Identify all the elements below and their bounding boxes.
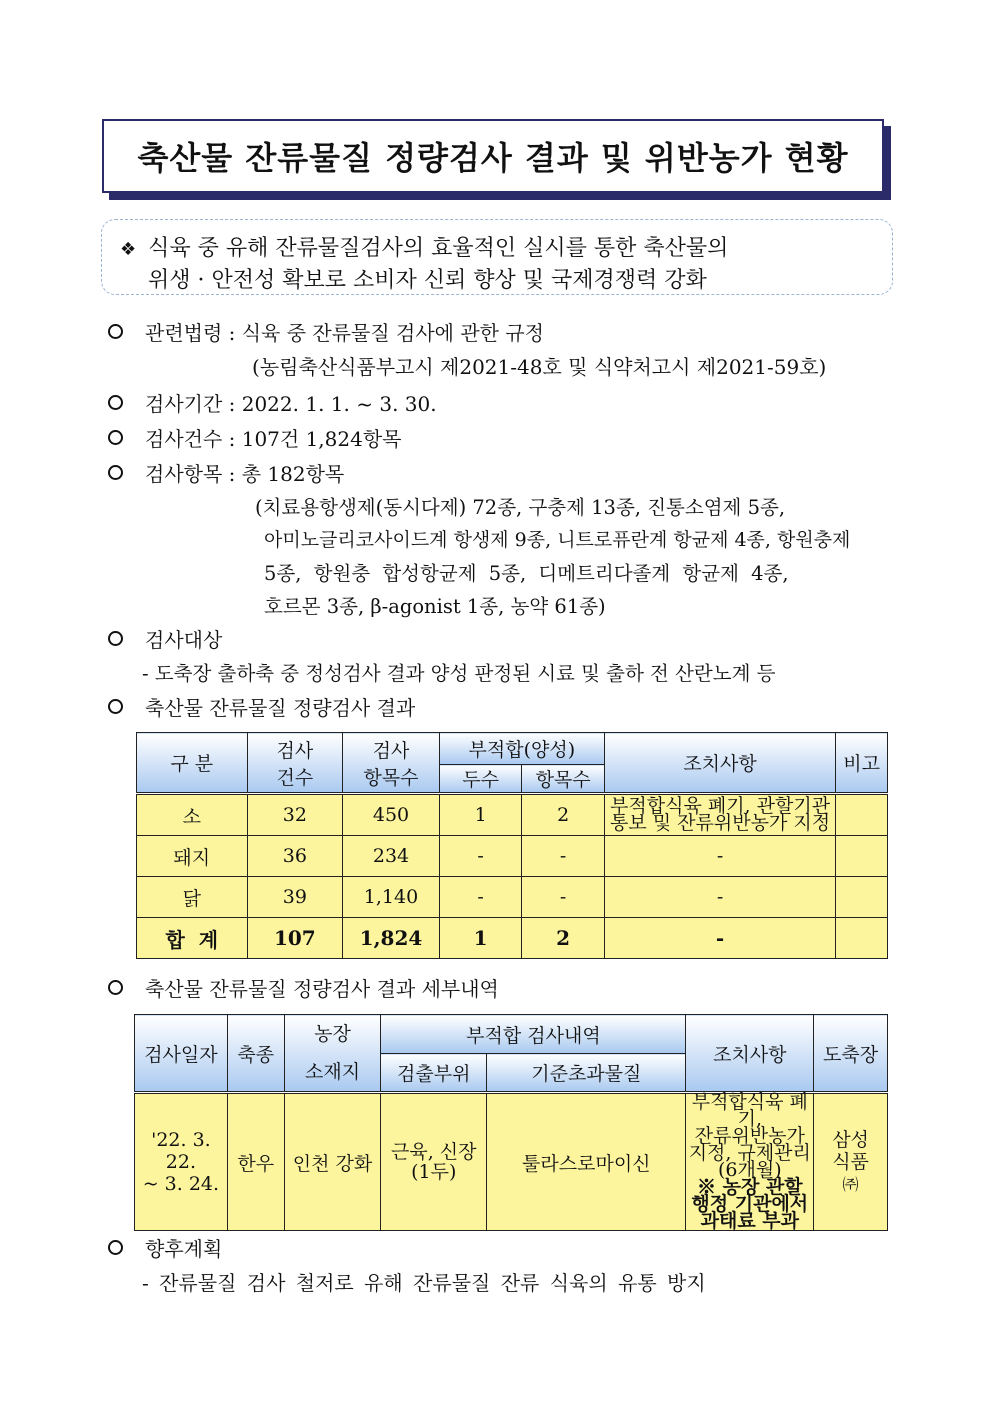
summary-text-1: 식육 중 유해 잔류물질검사의 효율적인 실시를 통한 축산물의 bbox=[148, 236, 729, 261]
cell-total-cases: 107 bbox=[247, 918, 343, 959]
target-text: 검사대상 bbox=[145, 628, 223, 652]
circle-bullet-icon bbox=[108, 980, 123, 995]
cell-action: - bbox=[604, 836, 835, 877]
cell-cat: 닭 bbox=[137, 877, 248, 918]
count-item bbox=[108, 423, 401, 452]
period-text: 검사기간 : 2022. 1. 1. ~ 3. 30. bbox=[145, 392, 437, 416]
cell-substance: 툴라스로마이신 bbox=[487, 1093, 686, 1231]
cell-total-cat: 합 계 bbox=[137, 918, 248, 959]
circle-bullet-icon bbox=[108, 699, 123, 714]
plan-text: 향후계획 bbox=[145, 1237, 223, 1261]
target-item bbox=[108, 624, 222, 653]
th-heads: 두수 bbox=[439, 765, 522, 794]
circle-bullet-icon bbox=[108, 631, 123, 646]
result-text: 축산물 잔류물질 정량검사 결과 bbox=[145, 696, 416, 720]
th-detail: 부적합 검사내역 bbox=[381, 1015, 686, 1054]
detail-text: 축산물 잔류물질 정량검사 결과 세부내역 bbox=[145, 977, 499, 1001]
cell-items: 450 bbox=[343, 794, 440, 836]
th-cases: 검사 건수 bbox=[247, 733, 343, 794]
cell-cases: 36 bbox=[247, 836, 343, 877]
cell-fitems: - bbox=[522, 836, 605, 877]
cell-total-heads: 1 bbox=[439, 918, 522, 959]
count-text: 검사건수 : 107건 1,824항목 bbox=[145, 427, 402, 451]
cell-slaughter: 삼성 식품 ㈜ bbox=[814, 1093, 888, 1231]
circle-bullet-icon bbox=[108, 1240, 123, 1255]
th-part: 검출부위 bbox=[381, 1054, 487, 1093]
cell-cat: 돼지 bbox=[137, 836, 248, 877]
scope-detail-4: 호르몬 3종, β-agonist 1종, 농약 61종) bbox=[264, 595, 606, 618]
table-row bbox=[137, 836, 888, 877]
th-date: 검사일자 bbox=[135, 1015, 228, 1093]
summary-line-2: 위생 · 안전성 확보로 소비자 신뢰 향상 및 국제경쟁력 강화 bbox=[148, 268, 707, 293]
circle-bullet-icon bbox=[108, 430, 123, 445]
total-row bbox=[137, 918, 888, 959]
law-text: 관련법령 : 식육 중 잔류물질 검사에 관한 규정 bbox=[145, 321, 544, 345]
cell-fitems: 2 bbox=[522, 794, 605, 836]
summary-box bbox=[101, 219, 893, 295]
circle-bullet-icon bbox=[108, 324, 123, 339]
cell-note bbox=[836, 877, 888, 918]
th-note: 비고 bbox=[836, 733, 888, 794]
result-item bbox=[108, 692, 415, 721]
th-farm: 농장 소재지 bbox=[284, 1015, 381, 1093]
cell-note bbox=[836, 794, 888, 836]
table-row bbox=[137, 877, 888, 918]
th-action: 조치사항 bbox=[686, 1015, 814, 1093]
cell-total-action: - bbox=[604, 918, 835, 959]
cell-date: '22. 3. 22. ~ 3. 24. bbox=[135, 1093, 228, 1231]
scope-item bbox=[108, 458, 344, 487]
cell-action: 부적합식육 폐기, 잔류위반농가 지정, 규제관리 (6개월) ※ 농장 관할 행정 기관에서 과태료 부과 bbox=[686, 1093, 814, 1231]
table-row bbox=[137, 794, 888, 836]
th-slaughter: 도축장 bbox=[814, 1015, 888, 1093]
period-item bbox=[108, 388, 437, 417]
law-item bbox=[108, 317, 544, 346]
cell-heads: 1 bbox=[439, 794, 522, 836]
th-fail-items: 항목수 bbox=[522, 765, 605, 794]
cell-items: 234 bbox=[343, 836, 440, 877]
cell-items: 1,140 bbox=[343, 877, 440, 918]
th-species: 축종 bbox=[227, 1015, 284, 1093]
cell-cat: 소 bbox=[137, 794, 248, 836]
cell-part: 근육, 신장 (1두) bbox=[381, 1093, 487, 1231]
title-box bbox=[102, 119, 884, 193]
cell-total-fitems: 2 bbox=[522, 918, 605, 959]
cell-total-items: 1,824 bbox=[343, 918, 440, 959]
page-title: 축산물 잔류물질 정량검사 결과 및 위반농가 현황 bbox=[137, 139, 849, 177]
cell-heads: - bbox=[439, 877, 522, 918]
circle-bullet-icon bbox=[108, 465, 123, 480]
cell-species: 한우 bbox=[227, 1093, 284, 1231]
scope-detail-2: 아미노글리코사이드계 항생제 9종, 니트로퓨란계 항균제 4종, 항원충제 bbox=[264, 529, 851, 551]
scope-detail-3: 5종, 항원충 합성항균제 5종, 디메트리다졸계 항균제 4종, bbox=[264, 562, 789, 585]
cell-note bbox=[836, 836, 888, 877]
circle-bullet-icon bbox=[108, 395, 123, 410]
cell-total-note bbox=[836, 918, 888, 959]
plan-detail: - 잔류물질 검사 철저로 유해 잔류물질 잔류 식육의 유통 방지 bbox=[142, 1271, 706, 1295]
cell-action: 부적합식육 폐기, 관할기관 통보 및 잔류위반농가 지정 bbox=[604, 794, 835, 836]
scope-text: 검사항목 : 총 182항목 bbox=[145, 462, 345, 486]
summary-line-1 bbox=[120, 231, 728, 262]
cell-cases: 39 bbox=[247, 877, 343, 918]
th-category: 구 분 bbox=[137, 733, 248, 794]
result-table bbox=[136, 732, 888, 959]
detail-table bbox=[134, 1014, 888, 1231]
th-fail: 부적합(양성) bbox=[439, 733, 604, 765]
law-detail: (농림축산식품부고시 제2021-48호 및 식약처고시 제2021-59호) bbox=[252, 355, 827, 379]
th-items: 검사 항목수 bbox=[343, 733, 440, 794]
table-row bbox=[135, 1093, 888, 1231]
th-action: 조치사항 bbox=[604, 733, 835, 794]
cell-farm: 인천 강화 bbox=[284, 1093, 381, 1231]
scope-detail-1: (치료용항생제(동시다제) 72종, 구충제 13종, 진통소염제 5종, bbox=[255, 496, 786, 519]
cell-heads: - bbox=[439, 836, 522, 877]
th-substance: 기준초과물질 bbox=[487, 1054, 686, 1093]
detail-item bbox=[108, 973, 499, 1002]
diamond-bullet-icon: ❖ bbox=[120, 239, 137, 260]
target-detail: - 도축장 출하축 중 정성검사 결과 양성 판정된 시료 및 출하 전 산란노계 등 bbox=[142, 662, 776, 685]
cell-cases: 32 bbox=[247, 794, 343, 836]
plan-item bbox=[108, 1233, 222, 1262]
cell-action: - bbox=[604, 877, 835, 918]
cell-fitems: - bbox=[522, 877, 605, 918]
